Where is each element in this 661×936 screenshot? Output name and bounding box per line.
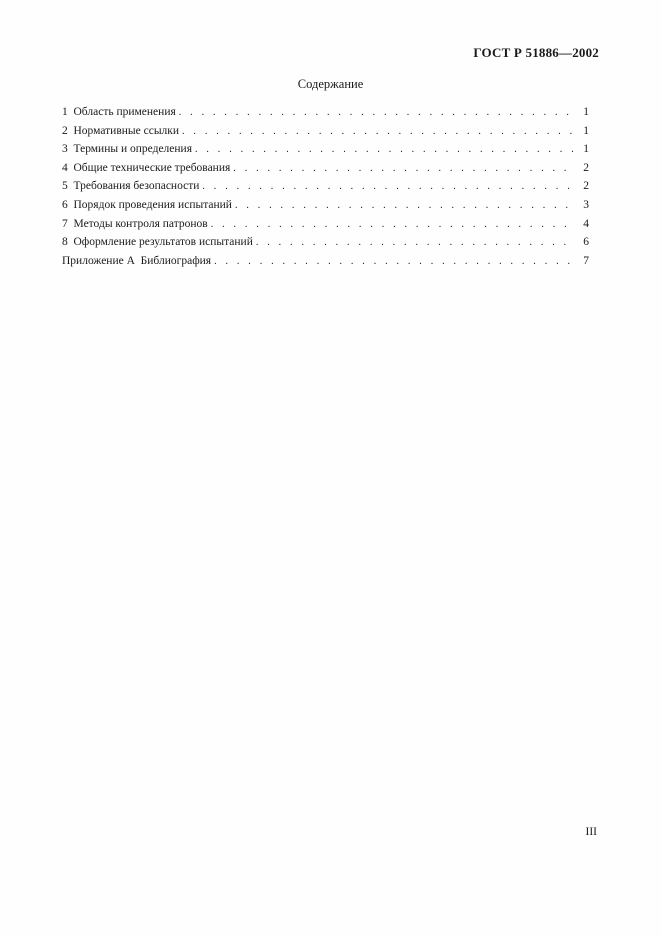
toc-leader-dots (179, 104, 573, 123)
toc-entry-page: 1 (583, 143, 589, 156)
toc-entry[interactable] (62, 196, 589, 215)
toc-entry[interactable] (62, 177, 589, 196)
toc-leader-dots (214, 253, 573, 272)
toc-entry-number: 3 (62, 143, 68, 156)
toc-entry-page: 1 (583, 106, 589, 118)
toc-entry-label: Оформление результатов испытаний (73, 236, 253, 249)
toc-leader-dots (235, 197, 573, 216)
toc-entry-page: 4 (583, 217, 589, 230)
toc-leader-dots (202, 178, 573, 197)
toc-entry-page: 1 (583, 124, 589, 137)
toc-entry-number: 5 (62, 180, 68, 193)
toc-leader-dots (256, 234, 573, 253)
toc-entry-number: 8 (62, 236, 68, 249)
toc-entry-page: 3 (583, 198, 589, 211)
toc-title: Содержание (297, 77, 364, 91)
toc-entry-number: 7 (62, 217, 68, 230)
toc-entry-page: 2 (583, 161, 589, 174)
toc-entry-page: 7 (583, 254, 589, 267)
toc-entry-page: 2 (583, 180, 589, 193)
document-code: ГОСТ Р 51886—2002 (473, 45, 599, 60)
toc-leader-dots (195, 141, 573, 160)
toc-entry[interactable] (62, 159, 589, 178)
toc-leader-dots (211, 216, 573, 235)
toc-entry-label: Общие технические требования (73, 161, 231, 174)
table-of-contents (62, 103, 589, 270)
toc-entry[interactable] (62, 122, 589, 141)
toc-entry-number: 2 (62, 124, 68, 137)
toc-leader-dots (233, 160, 573, 179)
toc-entry-label: Нормативные ссылки (73, 124, 180, 137)
toc-entry-label: Область применения (73, 106, 176, 118)
toc-entry[interactable] (62, 233, 589, 252)
page-number: III (585, 826, 597, 838)
toc-entry-label: Требования безопасности (73, 180, 200, 193)
toc-entry-page: 6 (583, 236, 589, 249)
toc-leader-dots (182, 123, 573, 142)
toc-entry-label: Термины и определения (73, 143, 192, 156)
toc-entry[interactable] (62, 140, 589, 159)
toc-entry-number: 6 (62, 198, 68, 211)
toc-entry-label: Порядок проведения испытаний (73, 198, 232, 211)
toc-entry-number: 4 (62, 161, 68, 174)
toc-entry-label: Приложение А Библиография (62, 254, 212, 267)
toc-entry[interactable] (62, 103, 589, 122)
toc-entry-appendix[interactable] (62, 252, 589, 271)
toc-entry-label: Методы контроля патронов (73, 217, 208, 230)
toc-entry[interactable] (62, 215, 589, 234)
toc-entry-number: 1 (62, 106, 68, 118)
